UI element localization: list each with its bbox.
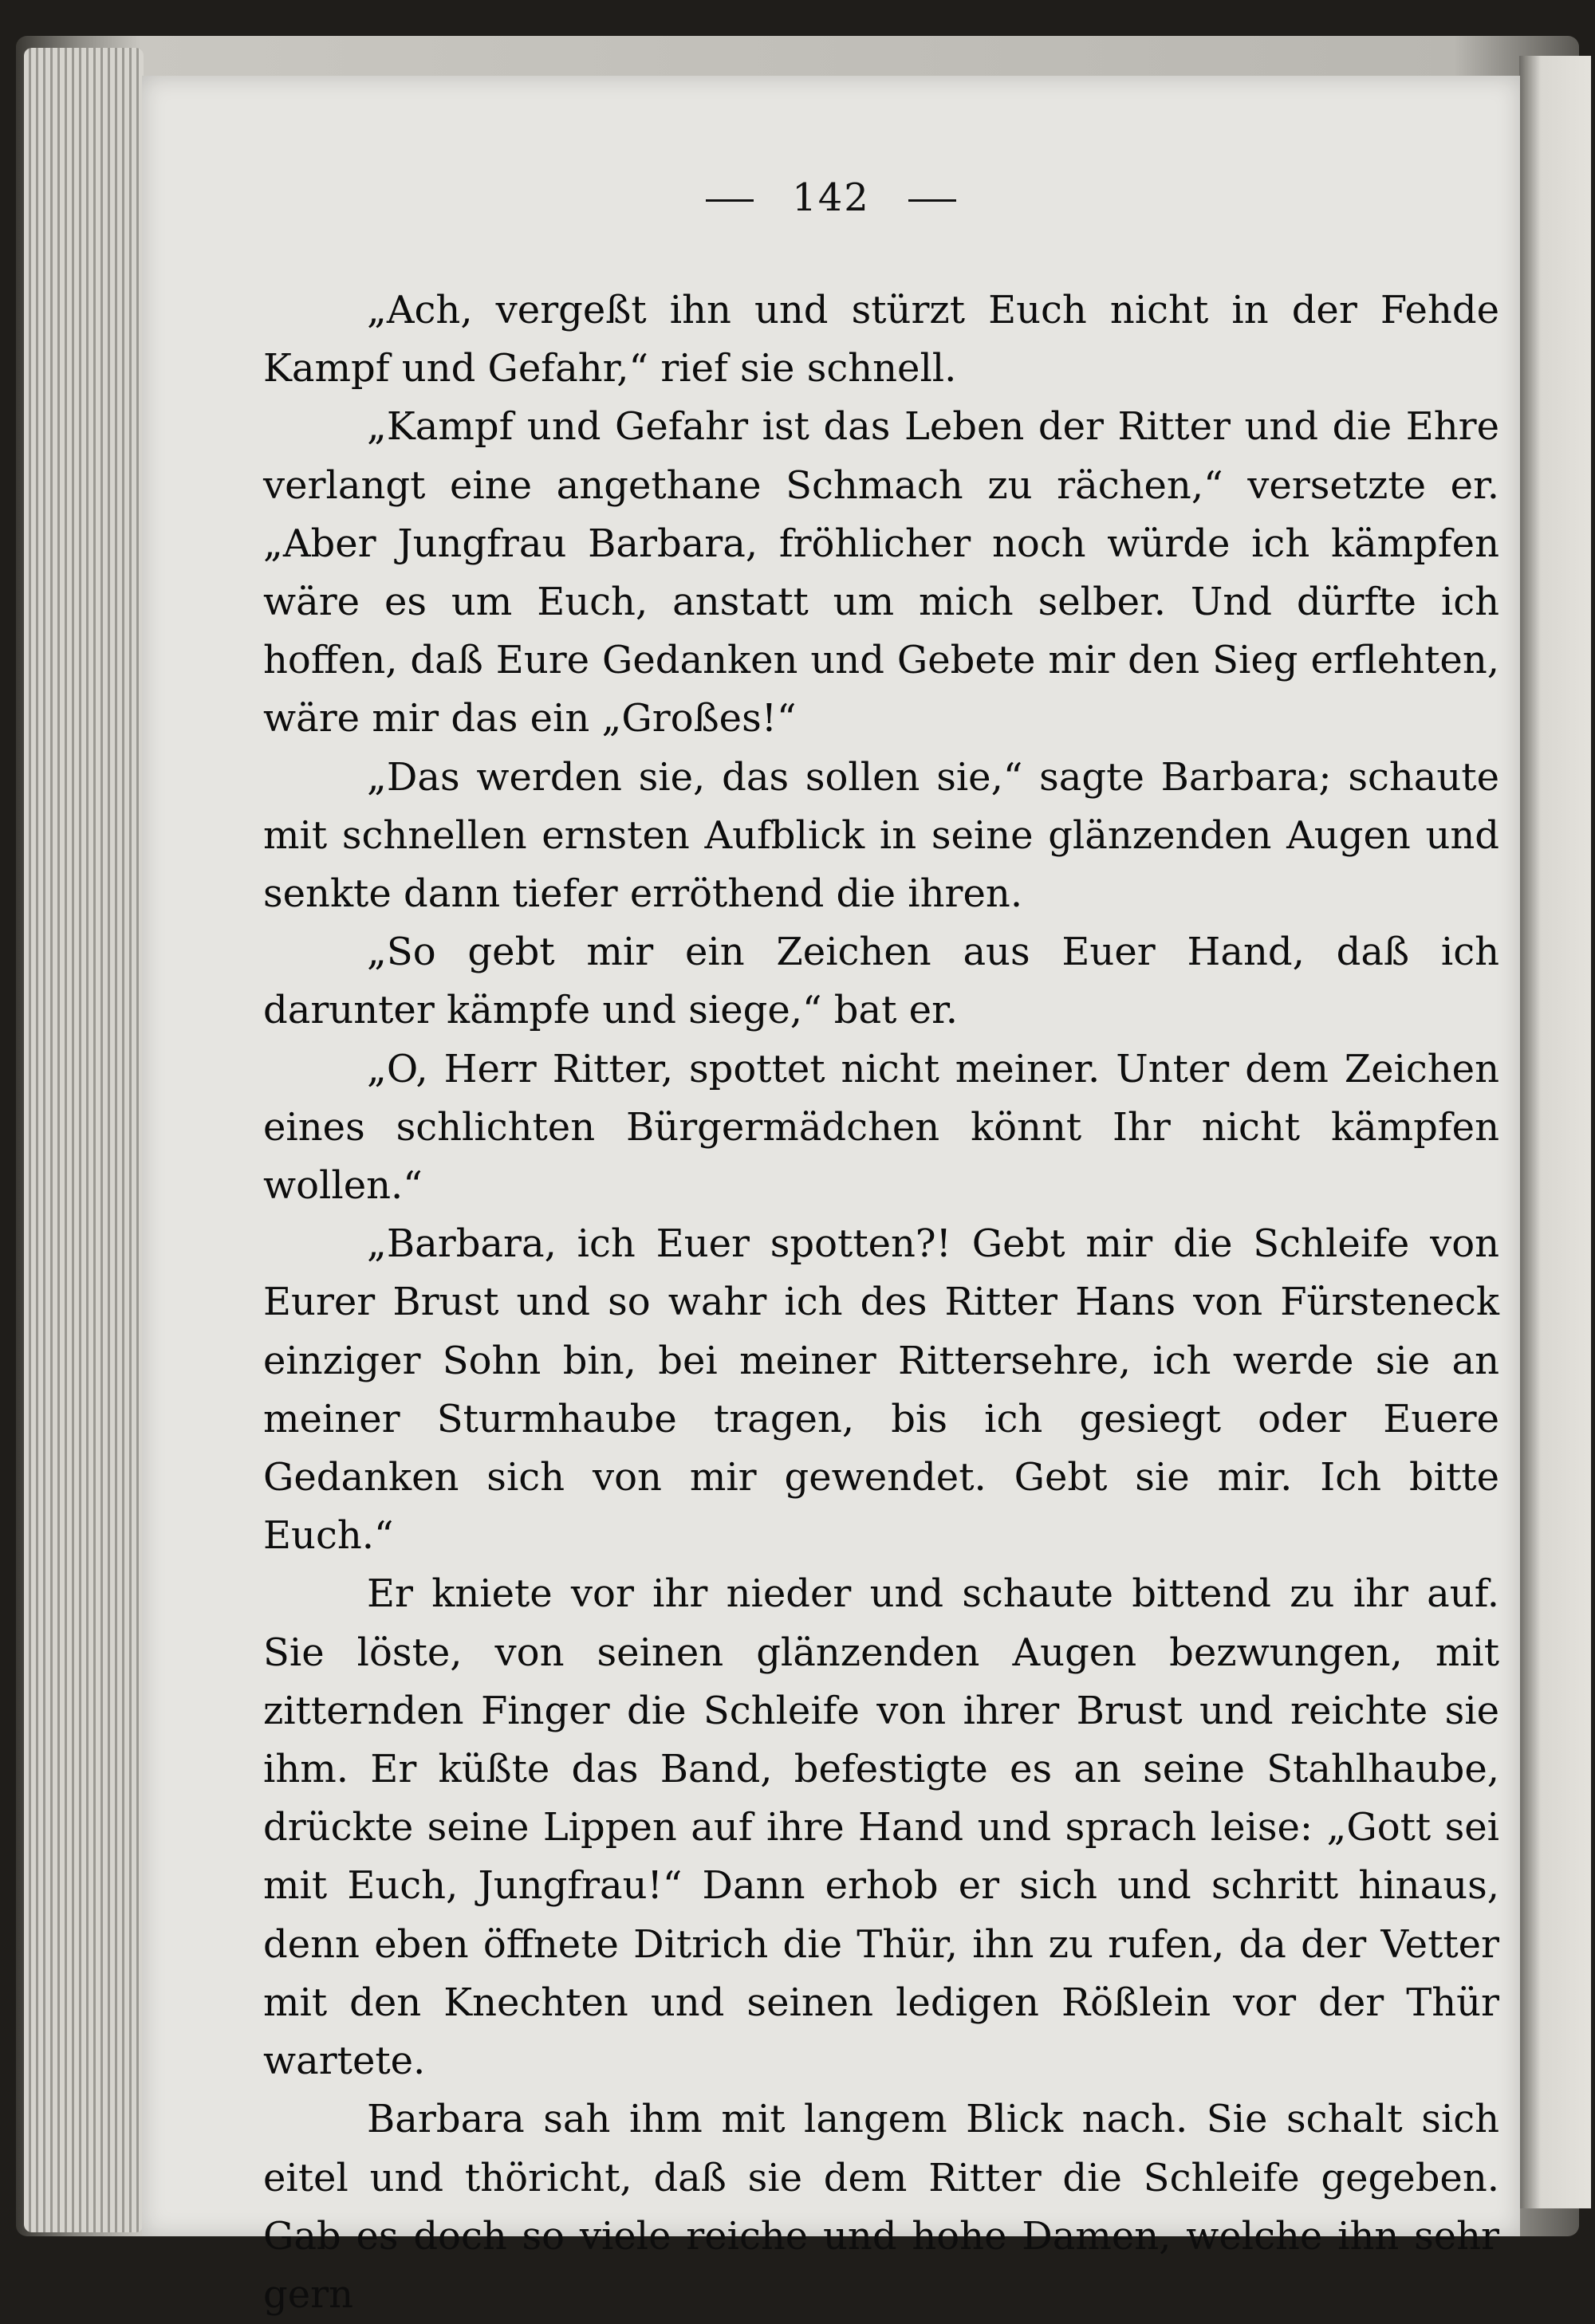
book-page [142, 76, 1520, 2317]
body-text [263, 281, 1499, 2324]
paragraph: Barbara sah ihm mit langem Blick nach. Sie schalt sich eitel und thöricht, daß sie dem Ritter die Schleife gegeben. Gab es doch so viele reiche und hohe Damen, welche ihn sehr gern [263, 2097, 1499, 2317]
dash-right [908, 199, 956, 202]
paragraph: „Das werden sie, das sollen sie,“ sagte Barbara; schaute mit schnellen ernsten Aufblick in seine glänzenden Augen und senkte dann tiefer erröthend die ihren. [263, 754, 1499, 917]
paragraph: „Ach, vergeßt ihn und stürzt Euch nicht in der Fehde Kampf und Gefahr,“ rief sie schnell. [263, 288, 1499, 391]
paragraph: „Barbara, ich Euer spotten?! Gebt mir die Schleife von Eurer Brust und so wahr ich des Ritter Hans von Fürsteneck einziger Sohn bin, bei meiner Rittersehre, ich werde sie an meiner Sturmhaube tragen, bis ich gesiegt oder Euere Gedanken sich von mir gewendet. Gebt sie mir. Ich bitte Euch.“ [263, 1221, 1499, 1559]
dash-left [706, 199, 754, 202]
page-number: 142 [792, 175, 870, 220]
facing-page-edge [1519, 56, 1591, 2208]
page-number-header [142, 175, 1520, 220]
page-stack-edge [24, 48, 144, 2232]
paragraph: „Kampf und Gefahr ist das Leben der Ritter und die Ehre verlangt eine angethane Schmach zu rächen,“ versetzte er. „Aber Jungfrau Barbara, fröhlicher noch würde ich kämpfen wäre es um Euch, anstatt um mich selber. Und dürfte ich hoffen, daß Eure Gedanken und Gebete mir den Sieg erflehten, wäre mir das ein „Großes!“ [263, 404, 1499, 741]
paragraph: Er kniete vor ihr nieder und schaute bittend zu ihr auf. Sie löste, von seinen glänzenden Augen bezwungen, mit zitternden Finger die Schleife von ihrer Brust und reichte sie ihm. Er küßte das Band, befestigte es an seine Stahlhaube, drückte seine Lippen auf ihre Hand und sprach leise: „Gott sei mit Euch, Jungfrau!“ Dann erhob er sich und schritt hinaus, denn eben öffnete Ditrich die Thür, ihn zu rufen, da der Vetter mit den Knechten und seinen ledigen Rößlein vor der Thür wartete. [263, 1571, 1499, 2084]
paragraph: „So gebt mir ein Zeichen aus Euer Hand, daß ich darunter kämpfe und siege,“ bat er. [263, 930, 1499, 1033]
paragraph: „O, Herr Ritter, spottet nicht meiner. Unter dem Zeichen eines schlichten Bürgermädchen könnt Ihr nicht kämpfen wollen.“ [263, 1046, 1499, 1209]
